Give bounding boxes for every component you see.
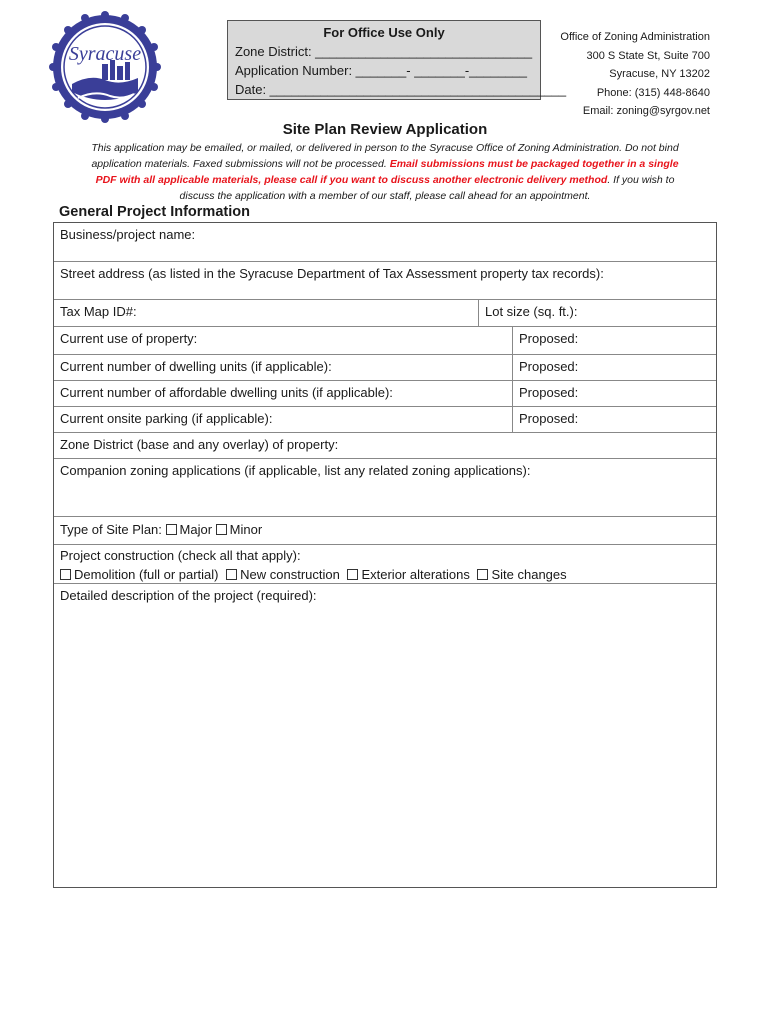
form-row-onsite-parking (54, 407, 716, 433)
form-row-construction (54, 545, 716, 584)
city-seal-logo (50, 12, 160, 122)
office-use-title: For Office Use Only (323, 25, 445, 40)
tax-map-id-field[interactable]: Tax Map ID#: (60, 304, 137, 319)
proposed-dwelling-units-field[interactable]: Proposed: (512, 355, 716, 380)
new-construction-label: New construction (240, 567, 340, 582)
proposed-affordable-units-field[interactable]: Proposed: (512, 381, 716, 406)
street-address-label: Street address (as listed in the Syracuse Department of Tax Assessment property tax records): (60, 266, 604, 281)
form-row-description[interactable] (54, 584, 716, 887)
form-row-current-use (54, 327, 716, 355)
date-field[interactable]: Date: _________________________________________ (235, 82, 567, 97)
exterior-alterations-checkbox[interactable] (347, 569, 358, 580)
onsite-parking-field[interactable]: Current onsite parking (if applicable): (60, 411, 273, 426)
application-number-field[interactable]: Application Number: _______- _______-________ (235, 63, 527, 78)
major-checkbox[interactable] (166, 524, 177, 535)
site-changes-label: Site changes (491, 567, 567, 582)
minor-checkbox[interactable] (216, 524, 227, 535)
zone-district-office-field[interactable]: Zone District: ______________________________ (235, 44, 533, 59)
form-row-zone-district[interactable] (54, 433, 716, 459)
site-plan-type-label: Type of Site Plan: (60, 522, 162, 537)
major-option-label: Major (179, 522, 213, 537)
form-row-street-address[interactable] (54, 262, 716, 300)
proposed-use-field[interactable]: Proposed: (512, 327, 716, 354)
affordable-units-field[interactable]: Current number of affordable dwelling units (if applicable): (60, 385, 393, 400)
exterior-alterations-label: Exterior alterations (361, 567, 470, 582)
new-construction-checkbox[interactable] (226, 569, 237, 580)
form-row-tax-map (54, 300, 716, 327)
construction-type (54, 545, 716, 583)
site-changes-checkbox[interactable] (477, 569, 488, 580)
minor-option-label: Minor (229, 522, 263, 537)
dwelling-units-field[interactable]: Current number of dwelling units (if applicable): (60, 359, 332, 374)
intro-text-1: This application may be emailed, or mailed, or delivered in person to the Syracuse Office of Zoning Administration. Do not bind application materials. Faxed submissions will not be processed. (91, 142, 679, 170)
companion-zoning-label: Companion zoning applications (if applicable, list any related zoning applications): (60, 463, 531, 478)
demolition-label: Demolition (full or partial) (74, 567, 219, 582)
form-row-companion-zoning[interactable] (54, 459, 716, 517)
form-row-business-name[interactable] (54, 223, 716, 262)
svg-text:Syracuse: Syracuse (68, 43, 142, 65)
office-address (560, 28, 710, 121)
current-use-field[interactable]: Current use of property: (60, 331, 198, 346)
construction-label: Project construction (check all that apply): (60, 548, 301, 563)
form-row-dwelling-units (54, 355, 716, 381)
proposed-parking-field[interactable]: Proposed: (512, 407, 716, 432)
site-plan-type (54, 517, 716, 544)
intro-text-2: . If you wish to discuss the application with a member of our staff, please call ahead for an appointment. (179, 174, 675, 202)
address-office-name: Office of Zoning Administration (560, 31, 710, 43)
business-name-label: Business/project name: (60, 227, 196, 242)
demolition-checkbox[interactable] (60, 569, 71, 580)
address-street: 300 S State St, Suite 700 (586, 49, 710, 62)
address-phone: Phone: (315) 448-8640 (596, 86, 710, 99)
form-row-affordable-units (54, 381, 716, 407)
intro-paragraph (80, 140, 690, 204)
lot-size-field[interactable]: Lot size (sq. ft.): (478, 300, 716, 326)
address-email: Email: zoning@syrgov.net (582, 105, 710, 117)
office-use-box (227, 20, 567, 100)
address-city: Syracuse, NY 13202 (609, 68, 710, 80)
description-label: Detailed description of the project (required): (60, 588, 317, 603)
section-heading: General Project Information (59, 204, 250, 220)
document-title: Site Plan Review Application (282, 121, 488, 138)
intro-email-notice: Email submissions must be packaged together in a single PDF with all applicable materials, please call if you want to discuss another electronic delivery method (95, 158, 679, 186)
form-row-site-plan-type (54, 517, 716, 545)
project-info-form (53, 222, 717, 888)
zone-district-label: Zone District (base and any overlay) of property: (60, 437, 339, 452)
